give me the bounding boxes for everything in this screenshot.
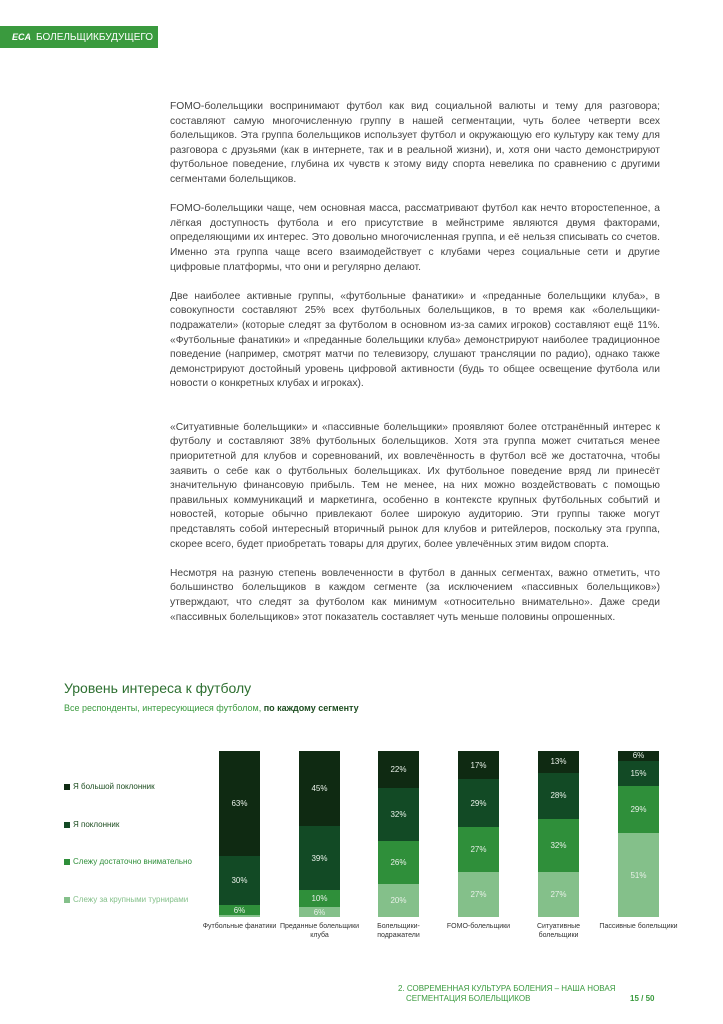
- page-number: 15 / 50: [630, 994, 655, 1003]
- bar-segment: 32%: [378, 788, 419, 841]
- bar-segment: 6%: [299, 907, 340, 917]
- bar-segment: 15%: [618, 761, 659, 786]
- paragraph: FOMO-болельщики чаще, чем основная масса, рассматривают футбол как нечто второстепенное, а лёгкая доступность футбола и его присутствие в мейнстриме являются двумя факторами, определяющими их интерес. Это довольно многочисленная группа, и её нельзя списывать со счетов. Именно эта группа чаще всего взаимодействует с клубами через социальные сети и другие цифровые платформы, что они и регулярно делают.: [170, 203, 660, 273]
- bar-segment: 51%: [618, 833, 659, 917]
- bar-segment: 28%: [538, 773, 579, 819]
- footer-line2: СЕГМЕНТАЦИЯ БОЛЕЛЬЩИКОВ: [406, 994, 531, 1003]
- legend-item: [64, 895, 188, 904]
- legend-label: Слежу за крупными турнирами: [73, 895, 189, 904]
- bar-segment: 6%: [219, 905, 260, 915]
- bar-segment: 29%: [618, 786, 659, 834]
- bar-segment: 27%: [458, 827, 499, 872]
- bar-segment: 29%: [458, 779, 499, 827]
- bar-segment: 17%: [458, 751, 499, 779]
- legend-swatch: [64, 822, 70, 828]
- paragraph: Несмотря на разную степень вовлеченности в футбол в данных сегментах, важно отметить, что большинство болельщиков в каждом сегменте (за исключением «пассивных болельщиков») утверждают, что следят за футболом как минимум «относительно внимательно». Даже среди «пассивных болельщиков» этот показатель составляет чуть меньше половины опрошенных.: [170, 567, 660, 623]
- eca-logo: ECA: [12, 32, 32, 42]
- bar-segment: 27%: [538, 872, 579, 917]
- bar-segment: 63%: [219, 751, 260, 856]
- legend-swatch: [64, 859, 70, 865]
- bar-segment: 13%: [538, 751, 579, 773]
- bar-segment: 32%: [538, 819, 579, 872]
- legend-swatch: [64, 897, 70, 903]
- subtitle-text: Все респонденты, интересующиеся футболом,: [64, 703, 262, 713]
- bar-segment: 45%: [299, 751, 340, 826]
- footer-line1: 2. СОВРЕМЕННАЯ КУЛЬТУРА БОЛЕНИЯ – НАША НОВАЯ: [398, 984, 616, 993]
- bar-segment: 39%: [299, 826, 340, 891]
- category-label: Ситуативные болельщики: [536, 923, 581, 939]
- paragraph: FOMO-болельщики воспринимают футбол как вид социальной валюты и тему для разговора; составляют самую многочисленную группу в нашей сегментации, чуть более четверти всех болельщиков. Эта группа болельщиков использует футбол и окружающую его культуру как тему для разговора с друзьями (как в интернете, так и в реальной жизни), и, хотя они часто демонстрируют футбольное поведение, глубина их чувств к этому виду спорта невелика по сравнению с другими сегментами болельщиков.: [170, 101, 660, 185]
- legend-item: [64, 782, 155, 791]
- legend-label: Я поклонник: [73, 820, 120, 829]
- bar-segment: 27%: [458, 872, 499, 917]
- category-label: FOMO-болельщики: [446, 923, 511, 930]
- bar-segment: 10%: [299, 890, 340, 907]
- bar-segment: 26%: [378, 841, 419, 884]
- category-label: Болельщики-подражатели: [377, 923, 420, 939]
- legend-item: [64, 857, 192, 866]
- paragraph: Две наиболее активные группы, «футбольные фанатики» и «преданные болельщики клуба», в совокупности составляют 25% всех футбольных болельщиков, в то время как «болельщики-подражатели» (которые следят за футболом в основном из-за самих игроков) составляют ещё 11%. «Футбольные фанатики» и «преданные болельщики клуба» демонстрируют наиболее традиционное поведение (например, смотрят матчи по телевизору, слушают трансляции по радио), однако также демонстрируют достойный уровень цифровой активности (будь то общее освещение футбола или новости о конкретных клубах и игроках).: [170, 290, 660, 390]
- legend-label: Слежу достаточно внимательно: [73, 857, 192, 866]
- legend-label: Я большой поклонник: [73, 782, 155, 791]
- legend-swatch: [64, 784, 70, 790]
- chart-title: Уровень интереса к футболу: [64, 680, 252, 696]
- bar-segment: 20%: [378, 884, 419, 917]
- category-label: Преданные болельщики клуба: [279, 923, 360, 939]
- bar-segment: 22%: [378, 751, 419, 788]
- paragraph: «Ситуативные болельщики» и «пассивные болельщики» проявляют более отстранённый интерес к футболу и составляют 38% футбольных болельщиков. Хотя эта группа может считаться менее приоритетной для клубов и соревнований, их вовлечённость в футбол всё же достаточна, чтобы заявить о себе как о футбольных болельщиках. Их футбольное поведение вряд ли принесёт значительную финансовую прибыль. Тем не менее, на них можно воздействовать с помощью правильных коммуникаций и маркетинга, особенно в контексте крупных футбольных событий и новостей, которые обычно привлекают более широкую аудиторию. Эти группы также могут представлять собой интересный вторичный рынок для клубов и ритейлеров, поскольку эта группа, скорее всего, будет приобретать товары для других, более увлечённых этим видом спорта.: [170, 421, 660, 550]
- legend-item: [64, 820, 119, 829]
- category-label: Пассивные болельщики: [599, 923, 678, 930]
- category-label: Футбольные фанатики: [202, 923, 277, 930]
- header-title: БОЛЕЛЬЩИКБУДУЩЕГО: [36, 31, 154, 43]
- footer-section: [398, 984, 615, 1004]
- bar-segment: 30%: [219, 856, 260, 906]
- bar-segment: 6%: [618, 751, 659, 761]
- subtitle-bold: по каждому сегменту: [263, 703, 359, 713]
- bar-segment: [219, 915, 260, 917]
